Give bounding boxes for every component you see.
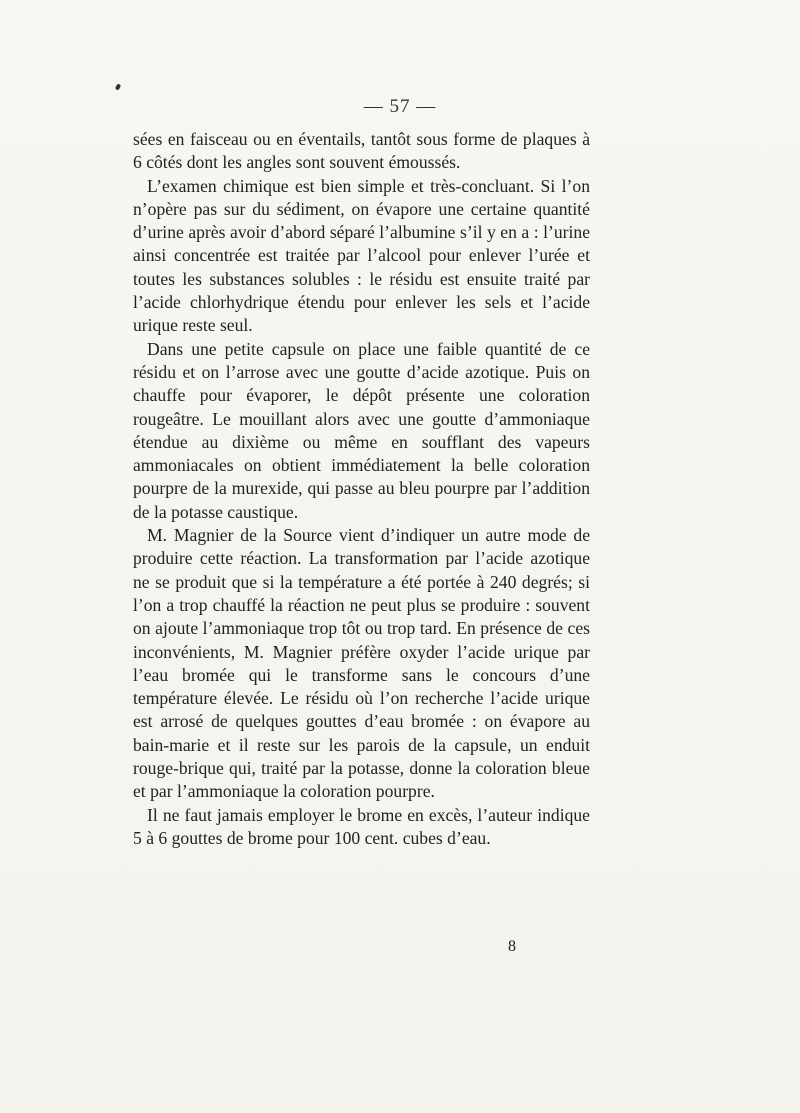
signature-mark: 8: [508, 938, 516, 955]
paragraph-bromine-note: Il ne faut jamais employer le brome en excès, l’auteur indique 5 à 6 gouttes de brome pour 100 cent. cubes d’eau.: [133, 804, 590, 848]
paragraph-magnier-method: M. Magnier de la Source vient d’indiquer un autre mode de produire cette réaction. La transformation par l’acide azotique ne se produit que si la température a été portée à 240 degrés; si l’on a trop chauffé la réaction ne peut plus se produire : souvent on ajoute l’ammoniaque trop tôt ou trop tard. En présence de ces inconvénients, M. Magnier préfère oxyder l’acide urique par l’eau bromée qui le transforme sans le concours d’une température élevée. Le résidu où l’on recherche l’acide urique est arrosé de quelques gouttes d’eau bromée : on évapore au bain-marie et il reste sur les parois de la capsule, un enduit rouge-brique qui, traité par la potasse, donne la coloration bleue et par l’ammoniaque la coloration pourpre.: [133, 525, 590, 802]
ink-speck: [115, 83, 121, 90]
paragraph-capsule-test: Dans une petite capsule on place une faible quantité de ce résidu et on l’arrose avec une goutte d’acide azotique. Puis on chauffe pour évaporer, le dépôt présente une coloration rougeâtre. Le mouillant alors avec une goutte d’ammoniaque étendue au dixième ou même en soufflant des vapeurs ammoniacales on obtient immédiatement la belle coloration pourpre de la murexide, qui passe au bleu pourpre par l’addition de la potasse caustique.: [133, 338, 590, 522]
body-text: [133, 128, 590, 850]
page-number: — 57 —: [363, 96, 437, 117]
paragraph-continuation: sées en faisceau ou en éventails, tantôt sous forme de plaques à 6 côtés dont les angles sont souvent émoussés.: [133, 129, 590, 173]
paragraph-chemical-exam: L’examen chimique est bien simple et très-concluant. Si l’on n’opère pas sur du sédiment, on évapore une certaine quantité d’urine après avoir d’abord séparé l’albumine s’il y en a : l’urine ainsi concentrée est traitée par l’alcool pour enlever l’urée et toutes les substances solubles : le résidu est ensuite traité par l’acide chlorhydrique étendu pour enlever les sels et l’acide urique reste seul.: [133, 175, 590, 336]
